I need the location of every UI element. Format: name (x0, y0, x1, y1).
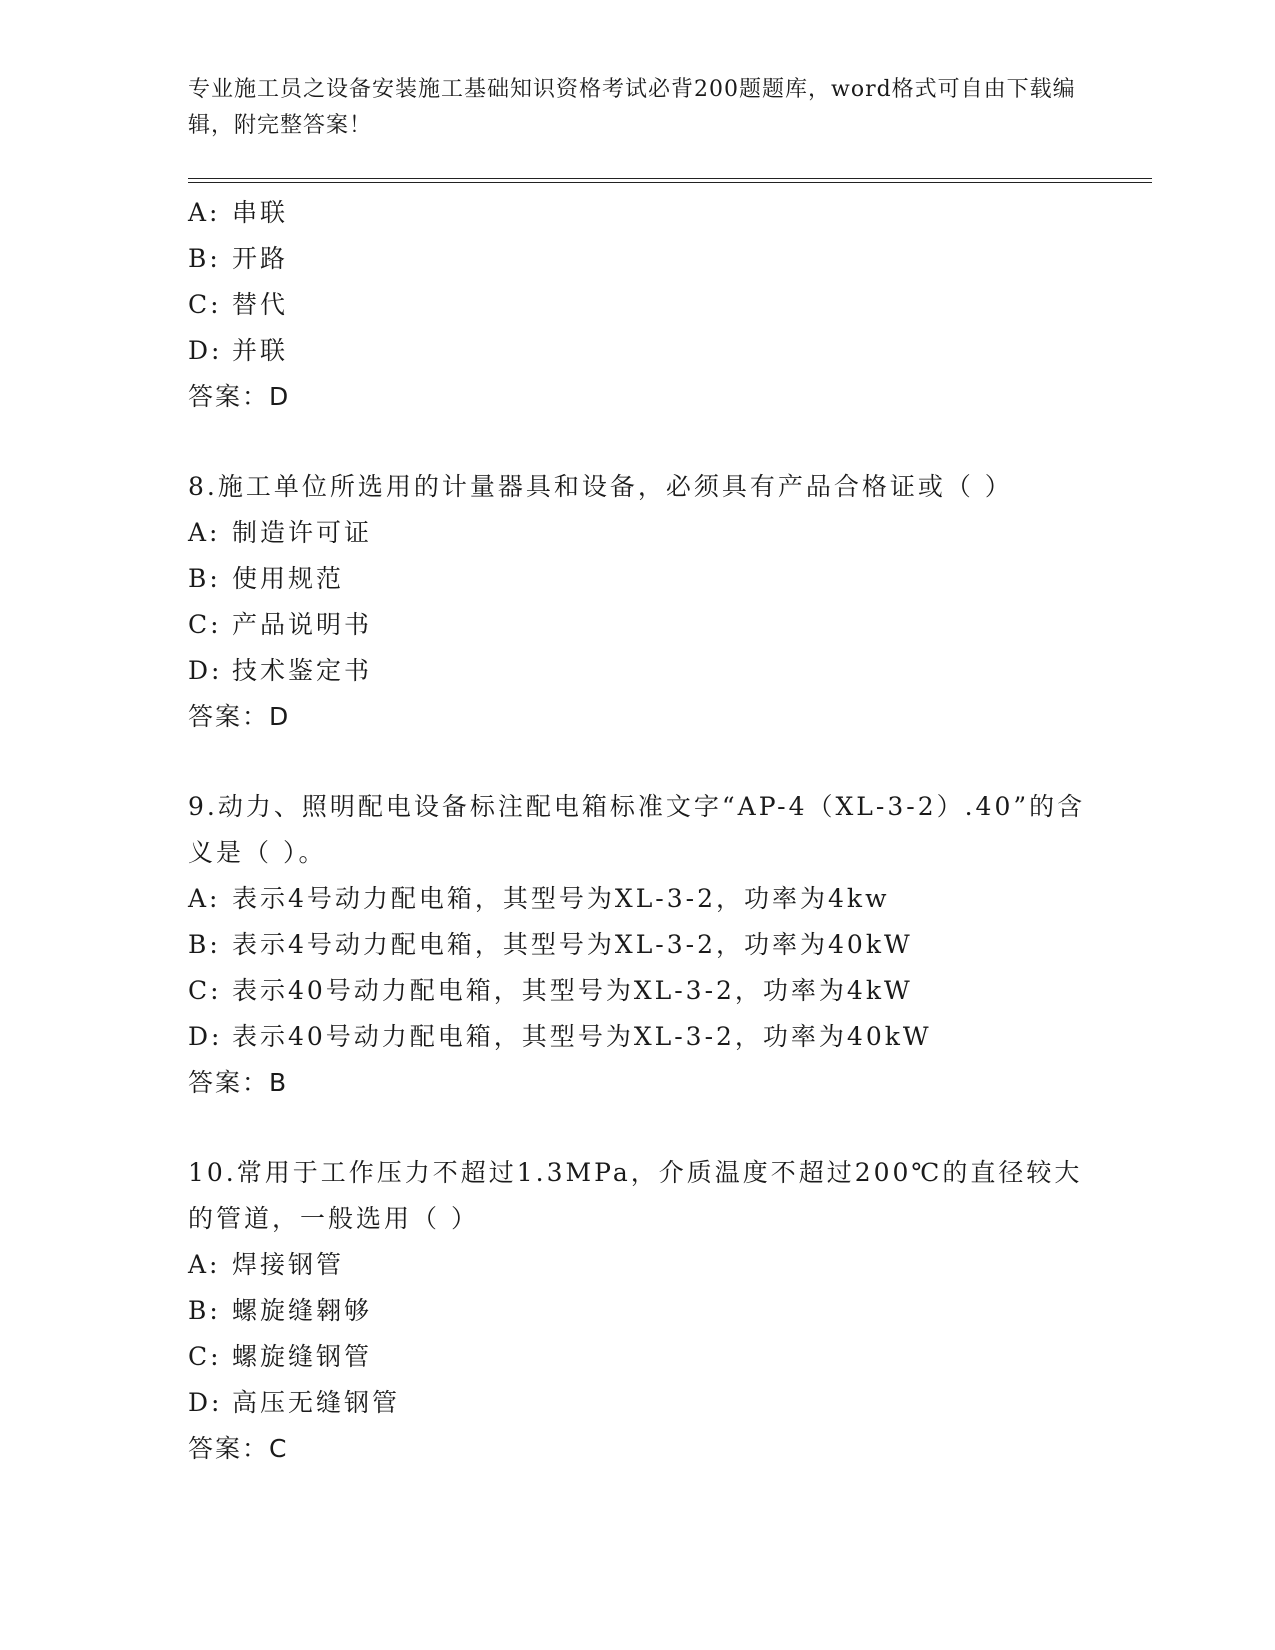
answer: 答案：C (188, 1434, 289, 1463)
option-b: B: 表示4号动力配电箱，其型号为XL-3-2，功率为40kW (188, 930, 913, 959)
document-title: 专业施工员之设备安装施工基础知识资格考试必背200题题库，word格式可自由下载编辑，附完整答案！ (188, 77, 1076, 138)
option-c: C: 产品说明书 (188, 610, 373, 639)
option-d: D: 技术鉴定书 (188, 656, 373, 685)
option-b: B: 使用规范 (188, 564, 345, 593)
question-list (188, 190, 1088, 1472)
option-c: C: 替代 (188, 290, 289, 319)
option-a: A: 制造许可证 (188, 518, 373, 547)
option-a: A: 焊接钢管 (188, 1250, 345, 1279)
option-b: B: 开路 (188, 244, 289, 273)
answer: 答案：D (188, 382, 291, 411)
option-a: A: 串联 (188, 198, 289, 227)
question-8 (188, 464, 1088, 740)
option-c: C: 表示40号动力配电箱，其型号为XL-3-2，功率为4kW (188, 976, 913, 1005)
answer: 答案：D (188, 702, 291, 731)
question-stem: 8.施工单位所选用的计量器具和设备，必须具有产品合格证或（ ） (188, 472, 1013, 501)
option-c: C: 螺旋缝钢管 (188, 1342, 373, 1371)
question-9 (188, 784, 1088, 1106)
question-stem: 9.动力、照明配电设备标注配电箱标准文字“AP-4（XL-3-2）.40”的含义是（ ）。 (188, 792, 1086, 867)
option-b: B: 螺旋缝翱够 (188, 1296, 373, 1325)
option-d: D: 并联 (188, 336, 289, 365)
option-a: A: 表示4号动力配电箱，其型号为XL-3-2，功率为4kw (188, 884, 890, 913)
document-header (188, 72, 1088, 144)
answer: 答案：B (188, 1068, 289, 1097)
option-d: D: 高压无缝钢管 (188, 1388, 401, 1417)
option-d: D: 表示40号动力配电箱，其型号为XL-3-2，功率为40kW (188, 1022, 932, 1051)
question-7 (188, 190, 1088, 420)
question-10 (188, 1150, 1088, 1472)
question-stem: 10.常用于工作压力不超过1.3MPa，介质温度不超过200℃的直径较大的管道，一般选用（ ） (188, 1158, 1083, 1233)
header-double-rule (188, 178, 1152, 183)
